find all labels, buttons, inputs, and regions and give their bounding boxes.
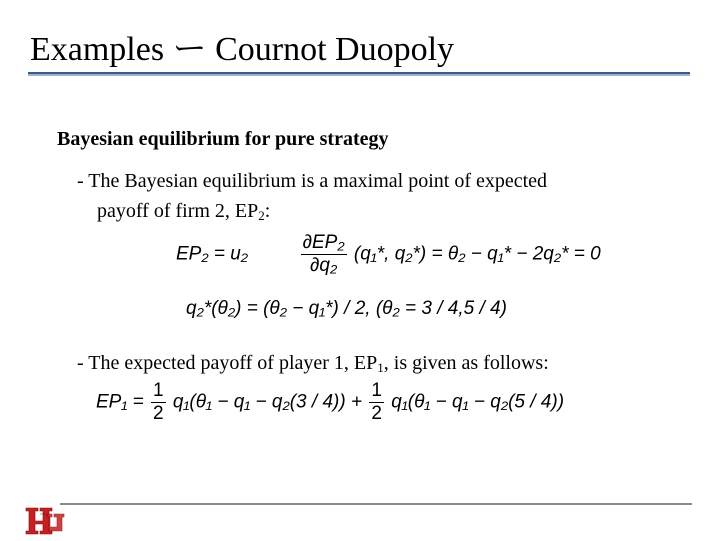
equation-best-response: q₂*(θ₂) = (θ₂ − q₁*) / 2, (θ₂ = 3 / 4,5 / 4) bbox=[186, 298, 507, 319]
bullet1-line2-text: payoff of firm 2, EP bbox=[97, 200, 259, 222]
eq1-lhs: EP₂ = u₂ bbox=[176, 243, 249, 265]
bullet1-line2-sub: 2 bbox=[258, 208, 265, 223]
eq3-half-1-den: 2 bbox=[153, 403, 164, 424]
university-logo bbox=[24, 506, 68, 541]
eq3-half-2 bbox=[369, 380, 384, 425]
bullet1-line2 bbox=[77, 196, 547, 226]
eq3-half-1-num: 1 bbox=[153, 380, 164, 401]
eq3-lhs: EP₁ = bbox=[96, 391, 144, 413]
bullet2-post: , is given as follows: bbox=[383, 352, 549, 374]
title-underline bbox=[28, 72, 690, 76]
eq3-term2: q₁(θ₁ − q₁ − q₂(5 / 4)) bbox=[391, 391, 565, 413]
bullet-expected-payoff bbox=[77, 348, 549, 378]
bullet2-pre: - The expected payoff of player 1, EP bbox=[77, 352, 378, 374]
equation-ep2 bbox=[176, 232, 601, 277]
title-main: Examples bbox=[30, 31, 165, 68]
eq1-frac-den: ∂q₂ bbox=[310, 255, 338, 276]
title-sub: Cournot Duopoly bbox=[215, 31, 455, 68]
slide-title bbox=[30, 30, 454, 70]
eq3-term1: q₁(θ₁ − q₁ − q₂(3 / 4)) + bbox=[172, 391, 363, 413]
bullet1-line1: - The Bayesian equilibrium is a maximal point of expected bbox=[77, 170, 548, 192]
bullet1-line2-colon: : bbox=[264, 200, 271, 222]
bullet-bayesian-equilibrium bbox=[77, 166, 547, 226]
bullet2-sub: 1 bbox=[377, 360, 384, 375]
title-dash: ー bbox=[172, 31, 207, 68]
eq3-half-2-den: 2 bbox=[371, 403, 382, 424]
eq1-rhs: (q₁*, q₂*) = θ₂ − q₁* − 2q₂* = 0 bbox=[353, 243, 601, 265]
eq1-derivative bbox=[301, 232, 347, 277]
equation-ep1 bbox=[96, 380, 564, 425]
eq1-frac-num: ∂EP₂ bbox=[302, 232, 345, 253]
footer-rule bbox=[60, 503, 692, 505]
eq3-half-2-num: 1 bbox=[371, 380, 382, 401]
section-heading: Bayesian equilibrium for pure strategy bbox=[57, 128, 389, 150]
eq3-half-1 bbox=[151, 380, 166, 425]
